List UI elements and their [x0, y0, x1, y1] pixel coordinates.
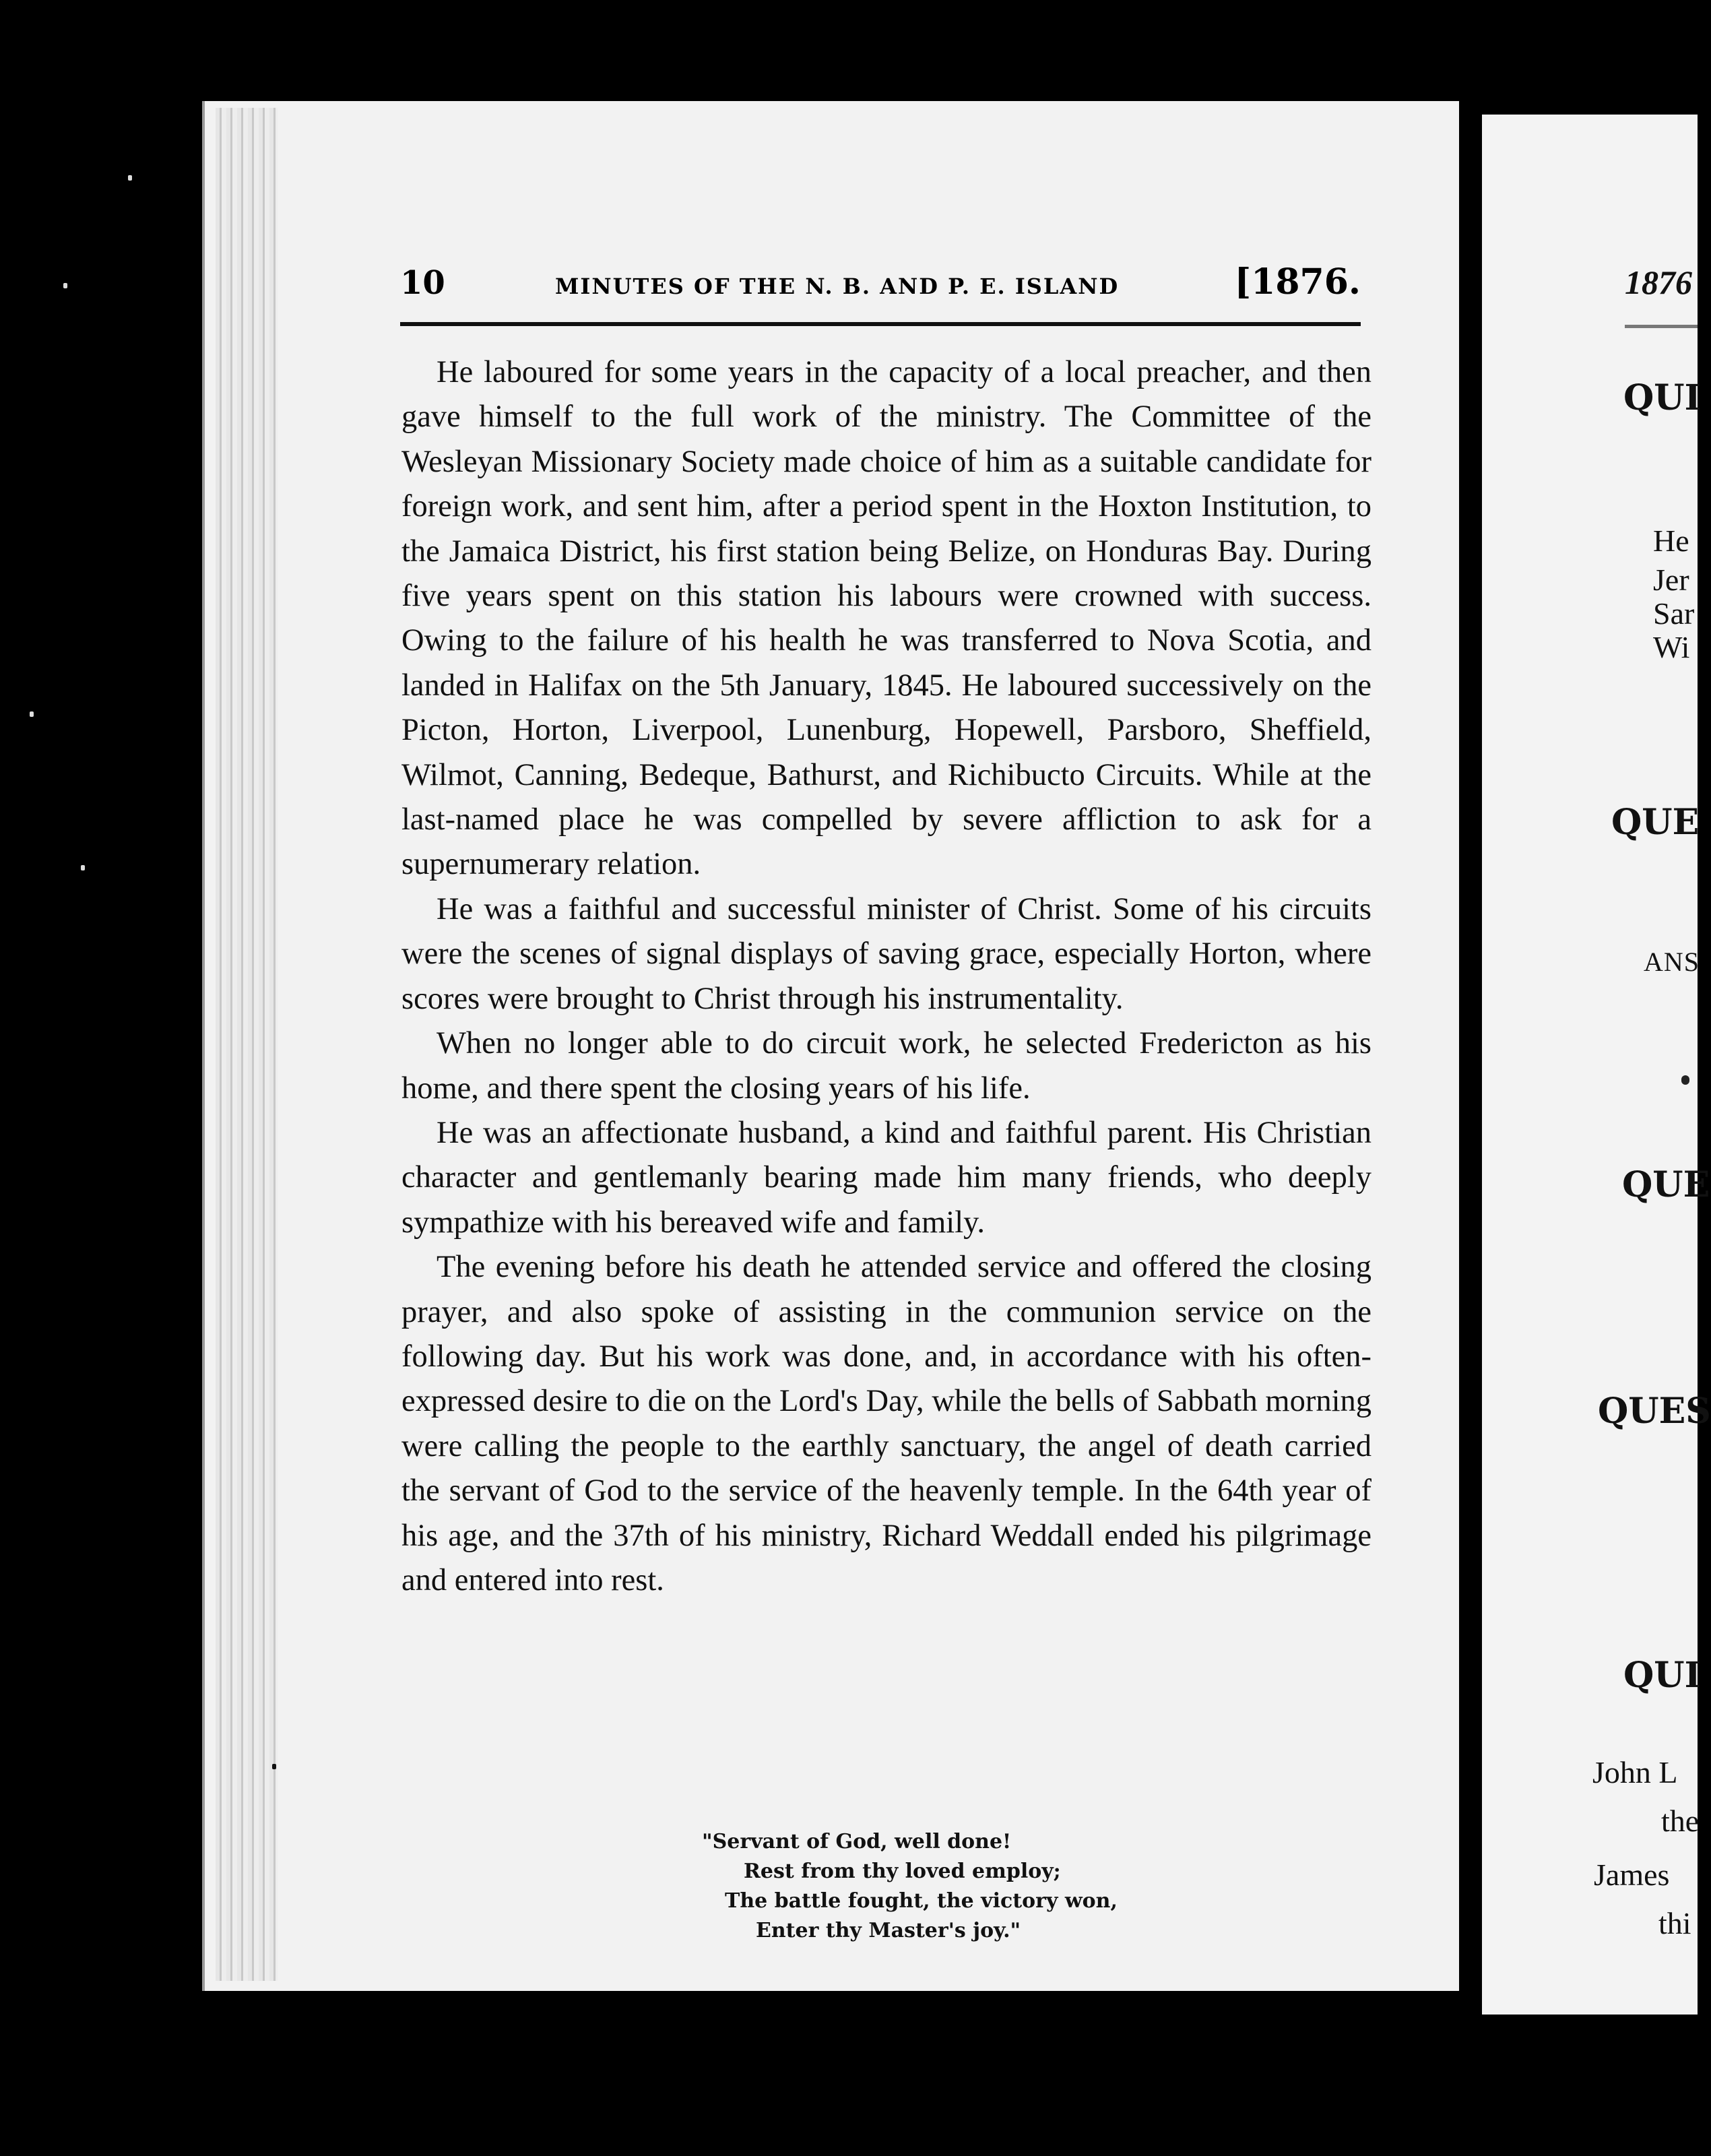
scan-speck	[30, 711, 34, 717]
paragraph: He was a faithful and successful minister of Christ. Some of his circuits were the scenes of signal displays of saving grace, especially Horton, where scores were brought to Christ through his instrumentality.	[401, 891, 1371, 1016]
question-heading: QUES	[1598, 1391, 1711, 1432]
bullet-mark	[1681, 1075, 1689, 1085]
verse-line: Enter thy Master's joy."	[756, 1919, 1021, 1942]
paragraph: When no longer able to do circuit work, he selected Fredericton as his home, and there spent the closing years of his life.	[401, 1026, 1371, 1106]
verse-line: The battle fought, the victory won,	[725, 1889, 1118, 1913]
text-fragment: James	[1594, 1858, 1670, 1892]
question-heading: QUI	[1623, 377, 1701, 418]
header-rule	[400, 322, 1361, 326]
book-gutter	[1462, 108, 1485, 2021]
scan-speck	[81, 865, 85, 870]
scan-speck	[63, 283, 67, 288]
running-title: MINUTES OF THE N. B. AND P. E. ISLAND	[555, 274, 1120, 299]
running-header	[400, 261, 1361, 305]
paragraph: He was an affectionate husband, a kind and faithful parent. His Christian character and gentlemanly bearing made him many friends, who deeply sympathize with his bereaved wife and family.	[401, 1115, 1371, 1240]
text-fragment: John L	[1592, 1755, 1678, 1789]
scan-speck	[128, 175, 132, 181]
name-fragment: Sar	[1653, 596, 1695, 631]
question-heading: QUE	[1622, 1164, 1710, 1205]
paragraph: The evening before his death he attended service and offered the closing prayer, and also spoke of assisting in the communion service on the following day. But his work was done, and, in accordance with his often-expressed desire to die on the Lord's Day, while the bells of Sabbath morning were calling the people to the earthly sanctuary, the angel of death carried the servant of God to the service of the heavenly temple. In the 64th year of his age, and the 37th of his ministry, Richard Weddall ended his pilgrimage and entered into rest.	[401, 1250, 1371, 1597]
right-rule	[1625, 325, 1698, 328]
question-heading: QUE	[1611, 802, 1700, 843]
right-year: 1876	[1625, 263, 1692, 301]
closing-verse	[680, 1827, 1287, 1946]
header-year: [1876.	[1234, 261, 1361, 303]
scan-speck	[272, 1764, 276, 1769]
name-fragment: Wi	[1653, 630, 1690, 664]
question-heading: QUI	[1623, 1655, 1701, 1696]
paragraph: He laboured for some years in the capacity of a local preacher, and then gave himself to the full work of the ministry. The Committee of the Wesleyan Missionary Society made choice of him as a suitable candidate for foreign work, and sent him, after a period spent in the Hoxton Institution, to the Jamaica District, his first station being Belize, on Honduras Bay. During five years spent on this station his labours were crowned with success. Owing to the failure of his health he was transferred to Nova Scotia, and landed in Halifax on the 5th January, 1845. He laboured successively on the Picton, Horton, Liverpool, Lunenburg, Hopewell, Parsboro, Sheffield, Wilmot, Canning, Bedeque, Bathurst, and Richibucto Circuits. While at the last-named place he was compelled by severe affliction to ask for a supernumerary relation.	[401, 355, 1371, 882]
text-fragment: thi	[1658, 1906, 1691, 1940]
verse-line: Rest from thy loved employ;	[744, 1860, 1061, 1883]
answer-label: ANS	[1644, 947, 1700, 977]
name-fragment: He	[1653, 524, 1689, 558]
verse-line: "Servant of God, well done!	[702, 1830, 1012, 1853]
page-number: 10	[400, 264, 445, 302]
text-fragment: the	[1661, 1804, 1700, 1838]
name-fragment: Jer	[1653, 563, 1689, 597]
page-edges	[216, 108, 278, 1981]
memoir-text	[401, 350, 1371, 1603]
